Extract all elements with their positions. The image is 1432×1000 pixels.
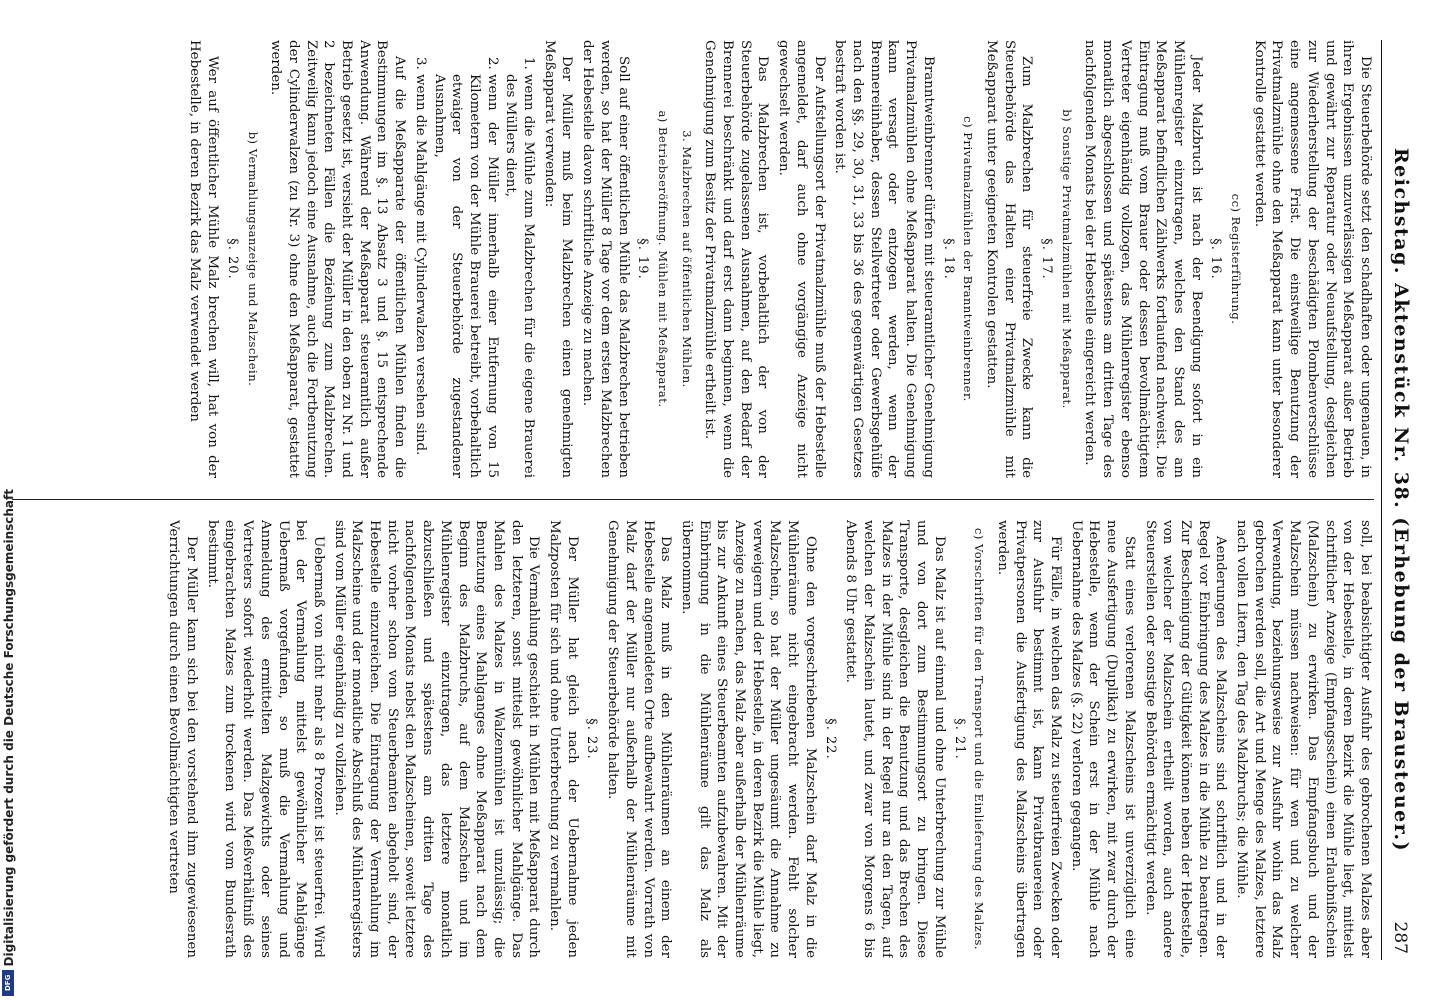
running-title: Reichstag. Aktenstück Nr. 38. (Erhebung der Brausteuer.) <box>1390 147 1412 853</box>
page-header <box>1381 40 1418 960</box>
paragraph: Das Malz muß in den Mühlenräumen an einem der Hebestelle angemeldeten Orte aufbewahrt werden. Vorrath von Malz darf der Müller nur außerhalb der Mühlenräume mit Genehmigung der Steuerbehörde halten. <box>605 520 674 958</box>
paragraph: Das Malz ist auf einmal und ohne Unterbrechung zur Mühle und von dort zum Bestimmungsort zu bringen. Diese Transporte, desgleichen die Benutzung und das Brechen des Malzes in der Mühle sind in der Regel nur an den Tagen, auf welchen der Malzschein lautet, und zwar von Morgens 6 bis Abends 8 Uhr gestattet. <box>843 520 947 958</box>
section-number: §. 21. <box>951 718 967 760</box>
paragraph: Auf die Meßapparate der öffentlichen Mühlen finden die Bestimmungen im §. 13 Absatz 3 und §. 15 entsprechende Anwendung. Während der Meßapparat steueramtlich außer Betrieb gesetzt ist, versieht der Müller in den oben zu Nr. 1 und 2 bezeichneten Fällen die Beziehung zum Malzbrechen. Zeitweilig kann jedoch eine Ausnahme, auch die Fortbenutzung der Cylinderwalzen (zu Nr. 3) ohne den Meßapparat, gestattet werden. <box>268 40 408 478</box>
list-item: 3. wenn die Mahlgänge mit Cylinderwalzen versehen sind. <box>411 74 429 478</box>
subheading: b) Vermahlungsanzeige und Malzschein. <box>245 131 260 387</box>
paragraph: Das Malzbrechen ist, vorbehaltlich der von der Steuerbehörde zugelassenen Ausnahmen, auf den Bedarf der Brennerei beschränkt und darf erst dann beginnen, wenn die Genehmigung zum Besitz der Privatmalzmühle ertheilt ist. <box>702 40 771 478</box>
paragraph: Der Müller muß beim Malzbrechen einen genehmigten Meßapparat verwenden: <box>541 40 575 478</box>
section-number: §. 18. <box>940 238 956 280</box>
paragraph: Aenderungen des Malzscheins sind schriftlich und in der Regel vor Einbringung des Malzes in die Mühle zu beantragen. Zur Bescheinigung der Gültigkeit können neben der Hebestelle, von welcher der Malzschein ertheilt worden, auch andere Steuerstellen oder sonstige Behörden ermächtigt werden. <box>1142 520 1229 958</box>
subheading: c) Vorschriften für den Transport und die Einlieferung des Malzes. <box>972 527 987 951</box>
paragraph: Zum Malzbrechen für steuerfreie Zwecke kann die Steuerbehörde das Halten einer Privatmalzmühle mit Meßapparat unter geeigneten Kontrolen gestatten. <box>983 40 1035 478</box>
digitization-note: Digitalisierung gefördert durch die Deutsche Forschungsgemeinschaft <box>2 488 16 966</box>
paragraph: Die Vermahlung geschieht in Mühlen mit Meßapparat durch den letzteren, sonst mittelst gewöhnlicher Mahlgänge. Das Mahlen des Malzes in Walzenmühlen ist unzulässig; die Benutzung eines Mahlganges ohne Meßapparat nach dem Beginn des Malzbruchs, auf dem Malzschein und im Mühlenregister einzutragen, das letztere monatlich abzuschließen und spätestens am dritten Tage des nachfolgenden Monats nebst den Malzscheinen, soweit letztere nicht vorher schon vom Steuerbeamten abgeholt sind, der Hebestelle einzureichen. Die Eintragung der Vermahlung im Malzscheine und der monatliche Abschluß des Mühlenregisters sind vom Müller eigenhändig zu vollziehen. <box>331 520 542 958</box>
subheading: c) Privatmalzmühlen der Branntweinbrenner. <box>961 116 976 402</box>
paragraph: Der Aufstellungsort der Privatmalzmühle muß der Hebestelle angemeldet, darf auch ohne vorgängige Anzeige nicht gewechselt werden. <box>776 40 827 478</box>
list-item: 1. wenn die Mühle zum Malzbrechen für die eigene Brauerei des Müllers dient, <box>502 74 537 478</box>
subheading: cc) Registerführung. <box>1229 193 1244 325</box>
section-number: §. 19. <box>635 238 651 280</box>
paragraph: Ohne den vorgeschriebenen Malzschein darf Malz in die Mühlenräume nicht eingebracht werden. Fehlt solcher Malzschein, so hat der Müller ungesäumt die Annahme zu verweigern und der Hebestelle, in deren Bezirk die Mühle liegt, Anzeige zu machen, das Malz aber außerhalb der Mühlenräume bis zur Ankunft eines Steuerbeamten aufzubewahren. Mit der Einbringung in die Mühlenräume gilt das Malz als übernommen. <box>678 520 818 958</box>
subheading: b) Sonstige Privatmalzmühlen mit Meßapparat. <box>1059 109 1074 409</box>
column-divider <box>12 499 1374 500</box>
section-number: §. 20. <box>224 238 240 280</box>
dfg-logo: DFG <box>2 970 14 996</box>
paragraph: Der Müller hat gleich nach der Uebernahme jeden Malzposten für sich und ohne Unterbrechung zu vermahlen. <box>547 520 580 958</box>
left-column <box>6 40 1374 478</box>
section-number: §. 23. <box>584 718 600 760</box>
paragraph: Uebermaß von nicht mehr als 8 Prozent ist steuerfrei. Wird bei der Vermahlung mittelst gewöhnlicher Mahlgänge Uebermaß vorgefunden, so muß die Vermahlung und Anmeldung des ermittelten Malzgewichts oder seines Vertreters sofort wiederholt werden. Das Meßverhältniß des eingebrachten Malzes zum trockenen wird vom Bundesrath bestimmt. <box>204 520 326 958</box>
subheading: 3. Malzbrechen auf öffentlichen Mühlen. <box>679 130 694 388</box>
paragraph: Für Fälle, in welchen das Malz zu steuerfreien Zwecken oder zur Ausfuhr bestimmt ist, kann Privatbrauereien oder Privatpersonen die Ausfertigung des Malzscheins übertragen werden. <box>994 520 1064 958</box>
paragraph: Wer auf öffentlicher Mühle Malz brechen will, hat von der Hebestelle, in deren Bezirk das Malz verwendet werden <box>187 40 221 478</box>
section-number: §. 17. <box>1039 238 1055 280</box>
paragraph: soll, bei beabsichtigter Ausfuhr des gebrochenen Malzes aber von der Hebestelle, in deren Bezirk die Mühle liegt, mittelst schriftlicher Anzeige (Empfangsschein) einen Erlaubnißschein (Malzschein) zu erwirken. Das Empfangsbuch und der Malzschein müssen nachweisen: für wen und zu welcher Verwendung, beziehungsweise zur Ausfuhr wohin das Malz gebrochen werden soll, die Art und Menge des Malzes, letztere nach vollen Litern, den Tag des Malzbruchs; die Mühle. <box>1234 520 1373 958</box>
paragraph: Soll auf einer öffentlichen Mühle das Malzbrechen betrieben werden, so hat der Müller 8 Tage vor dem ersten Malzbrechen der Hebestelle davon schriftliche Anzeige zu machen. <box>580 40 631 478</box>
paragraph: Jeder Malzbruch ist nach der Beendigung sofort in ein Mühlenregister einzutragen, welches den Stand des am Meßapparat befindlichen Zählwerks fortlaufend nachweist. Die Eintragung muß vom Brauer oder dessen bevollmächtigtem Vertreter eigenhändig vollzogen, das Mühlenregister ebenso monatlich abgeschlossen und spätestens am dritten Tage des nachfolgenden Monats bei der Hebestelle eingereicht werden. <box>1082 40 1204 478</box>
section-number: §. 22. <box>822 718 838 760</box>
paragraph: Der Müller kann sich bei den vorstehend ihm zugewiesenen Verrichtungen durch einen Bevollmächtigten vertreten <box>166 520 199 958</box>
list-item: 2. wenn der Müller innerhalb einer Entfernung von 15 Kilometern von der Mühle Brauerei betreibt, vorbehaltlich etwaiger von der Steuerbehörde zugestandener Ausnahmen, <box>430 74 501 478</box>
section-number: §. 16. <box>1208 238 1224 280</box>
paragraph: Branntweinbrenner dürfen mit steueramtlicher Genehmigung Privatmalzmühlen ohne Meßapparat halten. Die Genehmigung kann versagt oder entzogen werden, wenn der Brennereiinhaber, dessen Stellvertreter oder Gewerbsgehülfe nach den §§. 29, 30, 31, 33 bis 36 des gegenwärtigen Gesetzes bestraft worden ist. <box>832 40 936 478</box>
paragraph: Die Steuerbehörde setzt den schadhaften oder ungenauen, in ihren Ergebnissen unzuverlässigen Meßapparat außer Betrieb und gewährt zur Reparatur oder Neuaufstellung, desgleichen zur Wiederherstellung der beschädigten Plombenverschlüsse eine angemessene Frist. Die einstweilige Benutzung der Privatmalzmühle ohne den Meßapparat kann unter besonderer Kontrolle gestattet werden. <box>1251 40 1373 478</box>
right-column <box>6 520 1374 958</box>
page-number: 287 <box>1390 921 1410 954</box>
subheading: a) Betriebseröffnung. Mühlen mit Meßapparat. <box>655 110 670 408</box>
paragraph: Statt eines verlorenen Malzscheins ist unverzüglich eine neue Ausfertigung (Duplikat) zu erwirken, mit zwar durch der Hebestelle, wenn der Schein erst in der Mühle nach Uebernahme des Malzes (§. 22) verloren gegangen. <box>1068 520 1137 958</box>
numbered-list <box>411 40 537 478</box>
